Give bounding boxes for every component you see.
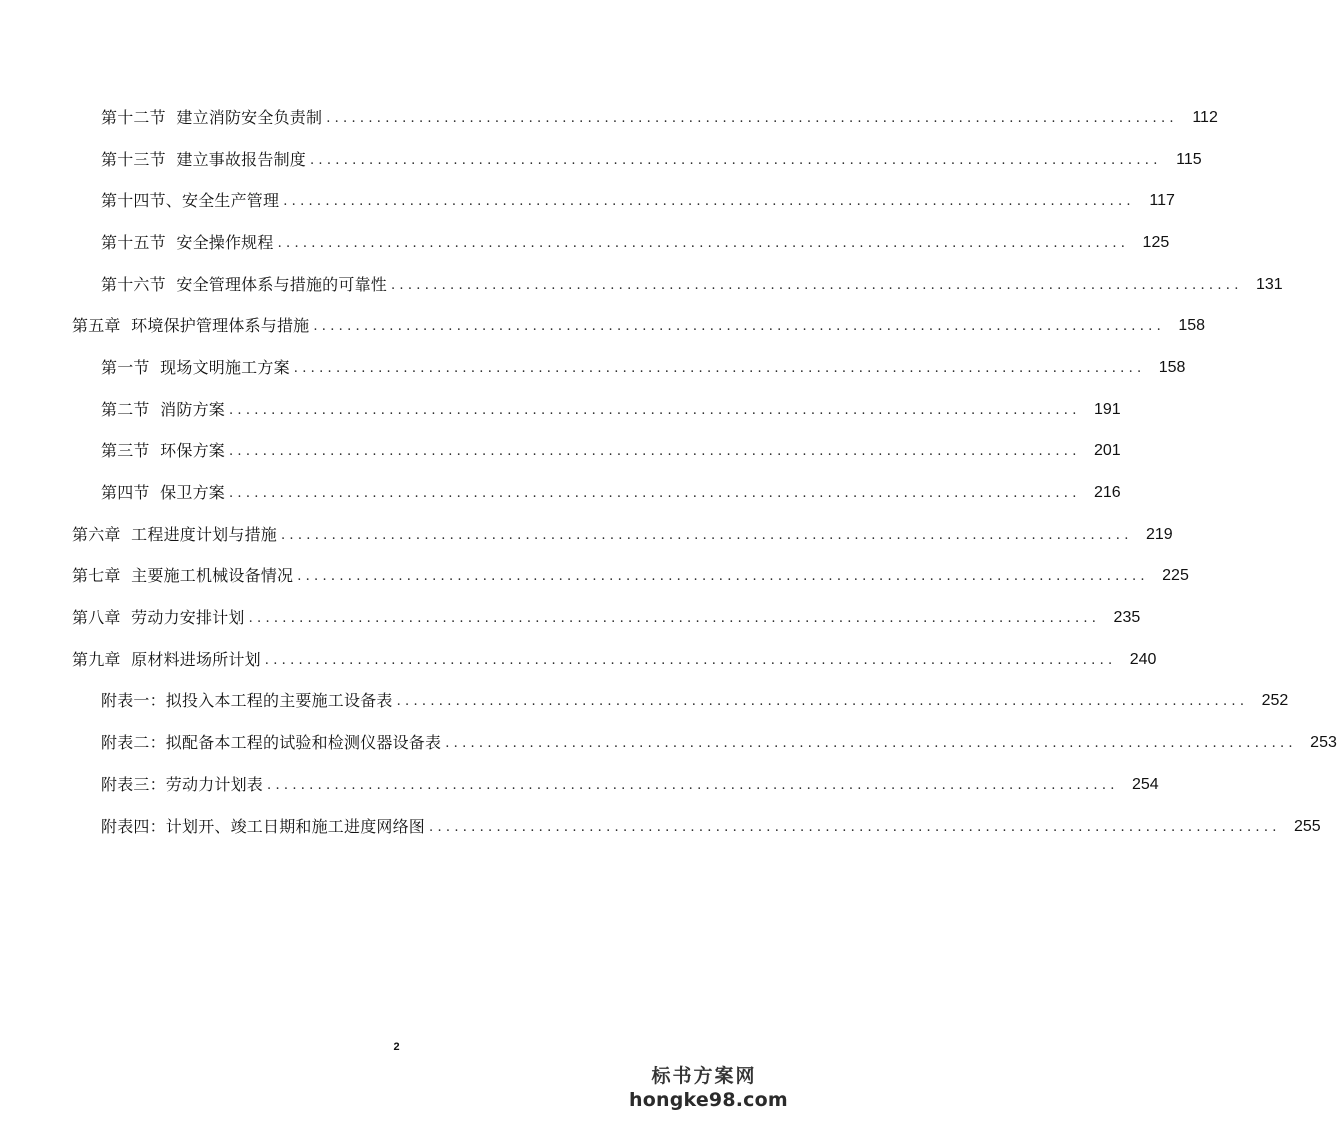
toc-entry[interactable] (0, 389, 1121, 431)
dot-leader: ..................................................................................................... (283, 194, 1135, 210)
toc-entry[interactable] (0, 347, 1186, 389)
toc-entry-page: 235 (1113, 609, 1141, 627)
toc-entry[interactable] (0, 180, 1175, 222)
dot-leader: ..................................................................................................... (267, 777, 1119, 793)
toc-entry-page: 201 (1093, 442, 1121, 460)
toc-entry[interactable] (0, 806, 1321, 848)
toc-entry-page: 117 (1149, 192, 1175, 210)
toc-entry-page: 158 (1178, 317, 1206, 335)
toc-entry-page: 112 (1192, 108, 1218, 126)
toc-entry[interactable] (0, 764, 1159, 806)
toc-entry-page: 252 (1261, 692, 1289, 710)
toc-entry[interactable] (0, 139, 1202, 181)
watermark-brand: 标书方案网 (651, 1065, 757, 1087)
table-of-contents (0, 97, 1337, 847)
dot-leader: ..................................................................................................... (297, 569, 1149, 585)
dot-leader: ..................................................................................................... (228, 444, 1081, 460)
toc-entry-page: 225 (1162, 567, 1189, 585)
toc-entry-label: 附表一：拟投入本工程的主要施工设备表 (101, 691, 393, 711)
dot-leader: ..................................................................................................... (228, 402, 1081, 418)
toc-entry[interactable] (0, 597, 1141, 639)
toc-entry-page: 115 (1176, 150, 1202, 168)
toc-entry[interactable] (0, 97, 1218, 139)
toc-entry-page: 253 (1310, 734, 1337, 752)
toc-entry-label: 第五章 环境保护管理体系与措施 (72, 316, 310, 336)
toc-entry-label: 第十四节、安全生产管理 (101, 191, 280, 211)
toc-entry-label: 第八章 劳动力安排计划 (72, 608, 245, 628)
dot-leader: ..................................................................................................... (326, 110, 1178, 126)
toc-entry[interactable] (0, 264, 1283, 306)
dot-leader: ..................................................................................................... (313, 319, 1166, 335)
toc-entry[interactable] (0, 431, 1121, 473)
toc-entry-page: 125 (1142, 233, 1170, 251)
dot-leader: ..................................................................................................... (293, 360, 1146, 376)
toc-entry-page: 131 (1255, 275, 1283, 293)
toc-entry[interactable] (0, 556, 1189, 598)
toc-entry-page: 254 (1131, 775, 1159, 793)
toc-entry[interactable] (0, 722, 1337, 764)
toc-entry-page: 191 (1093, 400, 1121, 418)
page-number: 2 (393, 1041, 400, 1053)
toc-entry[interactable] (0, 222, 1170, 264)
toc-entry-label: 附表四：计划开、竣工日期和施工进度网络图 (101, 816, 426, 836)
dot-leader: ..................................................................................................... (228, 486, 1081, 502)
dot-leader: ..................................................................................................... (264, 652, 1117, 668)
toc-entry-page: 158 (1158, 358, 1186, 376)
dot-leader: ..................................................................................................... (429, 819, 1281, 835)
dot-leader: ..................................................................................................... (309, 152, 1162, 168)
toc-entry-label: 第四节 保卫方案 (101, 483, 225, 503)
toc-entry-label: 第七章 主要施工机械设备情况 (72, 566, 294, 586)
watermark-logo (629, 1064, 788, 1112)
dot-leader: ..................................................................................................... (280, 527, 1133, 543)
toc-entry-label: 第一节 现场文明施工方案 (101, 357, 290, 377)
toc-entry-label: 第六章 工程进度计划与措施 (72, 524, 277, 544)
toc-entry-label: 附表二：拟配备本工程的试验和检测仪器设备表 (101, 733, 442, 753)
dot-leader: ..................................................................................................... (248, 611, 1101, 627)
dot-leader: ..................................................................................................... (277, 235, 1130, 251)
toc-entry-label: 第二节 消防方案 (101, 399, 225, 419)
toc-entry-label: 第十二节 建立消防安全负责制 (101, 107, 323, 127)
toc-entry[interactable] (0, 639, 1157, 681)
toc-entry-page: 240 (1129, 650, 1157, 668)
toc-entry-label: 第十三节 建立事故报告制度 (101, 149, 306, 169)
toc-entry-label: 第十五节 安全操作规程 (101, 232, 274, 252)
dot-leader: ..................................................................................................... (396, 694, 1249, 710)
dot-leader: ..................................................................................................... (445, 736, 1297, 752)
toc-entry[interactable] (0, 305, 1206, 347)
toc-entry-label: 第九章 原材料进场所计划 (72, 649, 261, 669)
toc-entry-label: 附表三：劳动力计划表 (101, 774, 264, 794)
toc-entry-page: 255 (1293, 817, 1321, 835)
toc-entry-label: 第三节 环保方案 (101, 441, 225, 461)
toc-entry-page: 216 (1093, 484, 1121, 502)
toc-entry[interactable] (0, 514, 1173, 556)
dot-leader: ..................................................................................................... (390, 277, 1243, 293)
toc-entry[interactable] (0, 472, 1121, 514)
toc-entry-label: 第十六节 安全管理体系与措施的可靠性 (101, 274, 387, 294)
toc-entry[interactable] (0, 681, 1289, 723)
watermark-url: hongke98.com (629, 1089, 788, 1111)
toc-entry-page: 219 (1145, 525, 1173, 543)
